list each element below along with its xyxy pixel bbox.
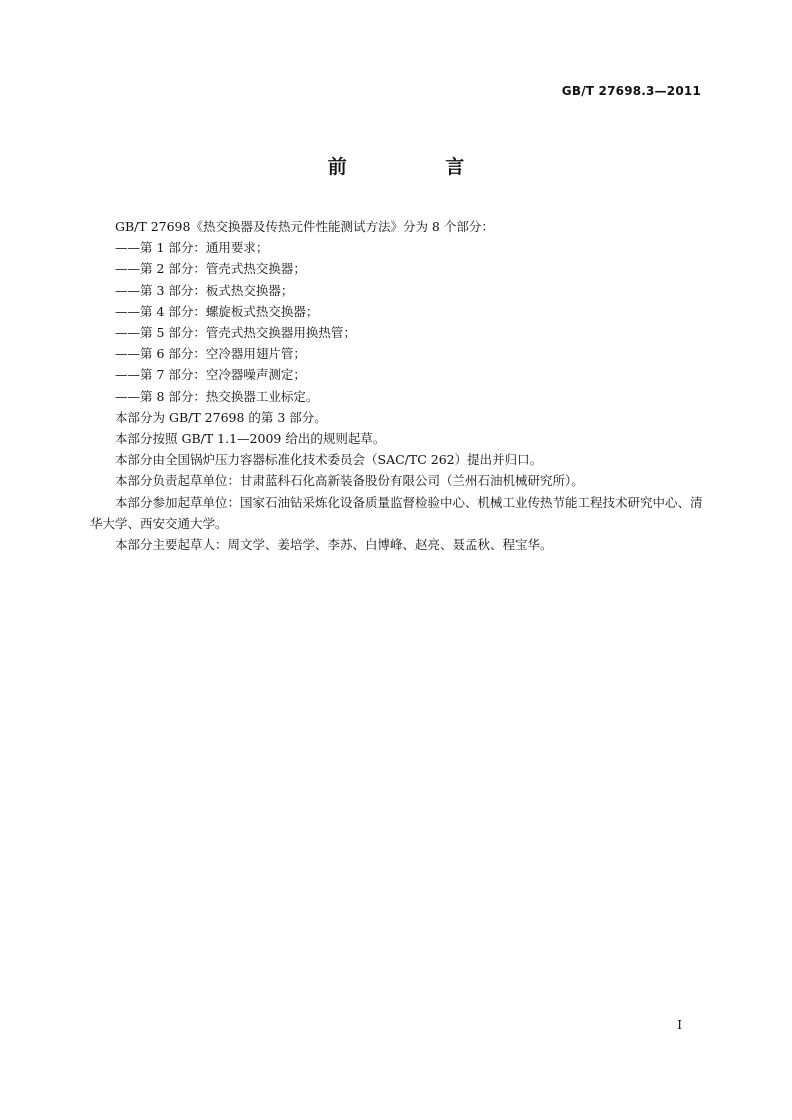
list-item-part-5: ——第 5 部分：管壳式热交换器用换热管； [115,325,356,341]
list-item-part-3: ——第 3 部分：板式热交换器； [115,282,294,298]
list-item-part-2: ——第 2 部分：管壳式热交换器； [115,261,306,277]
list-item-part-7: ——第 7 部分：空冷器噪声测定； [115,367,306,383]
paragraph-main-drafters: 本部分主要起草人：周文学、姜培学、李苏、白博峰、赵亮、聂孟秋、程宝华。 [115,537,553,553]
list-item-part-1: ——第 1 部分：通用要求； [115,240,269,256]
list-item-part-6: ——第 6 部分：空冷器用翅片管； [115,346,306,362]
paragraph-drafting-rules: 本部分按照 GB/T 1.1—2009 给出的规则起草。 [115,431,386,447]
paragraph-participants: 本部分参加起草单位：国家石油钻采炼化设备质量监督检验中心、机械工业传热节能工程技术研究中心、清华大学、西安交通大学。 [90,494,703,531]
paragraph-part-statement: 本部分为 GB/T 27698 的第 3 部分。 [115,409,327,425]
paragraph-lead-drafter: 本部分负责起草单位：甘肃蓝科石化高新装备股份有限公司（兰州石油机械研究所）。 [115,473,584,489]
standard-code: GB/T 27698.3—2011 [561,84,701,98]
paragraph-intro: GB/T 27698《热交换器及传热元件性能测试方法》分为 8 个部分： [115,219,494,234]
paragraph-proposer: 本部分由全国锅炉压力容器标准化技术委员会（SAC/TC 262）提出并归口。 [115,452,543,468]
list-item-part-4: ——第 4 部分：螺旋板式热交换器； [115,303,319,319]
page-title: 前 言 [327,156,511,178]
foreword-body [90,216,705,555]
page-number: I [677,1018,682,1032]
list-item-part-8: ——第 8 部分：热交换器工业标定。 [115,388,319,404]
